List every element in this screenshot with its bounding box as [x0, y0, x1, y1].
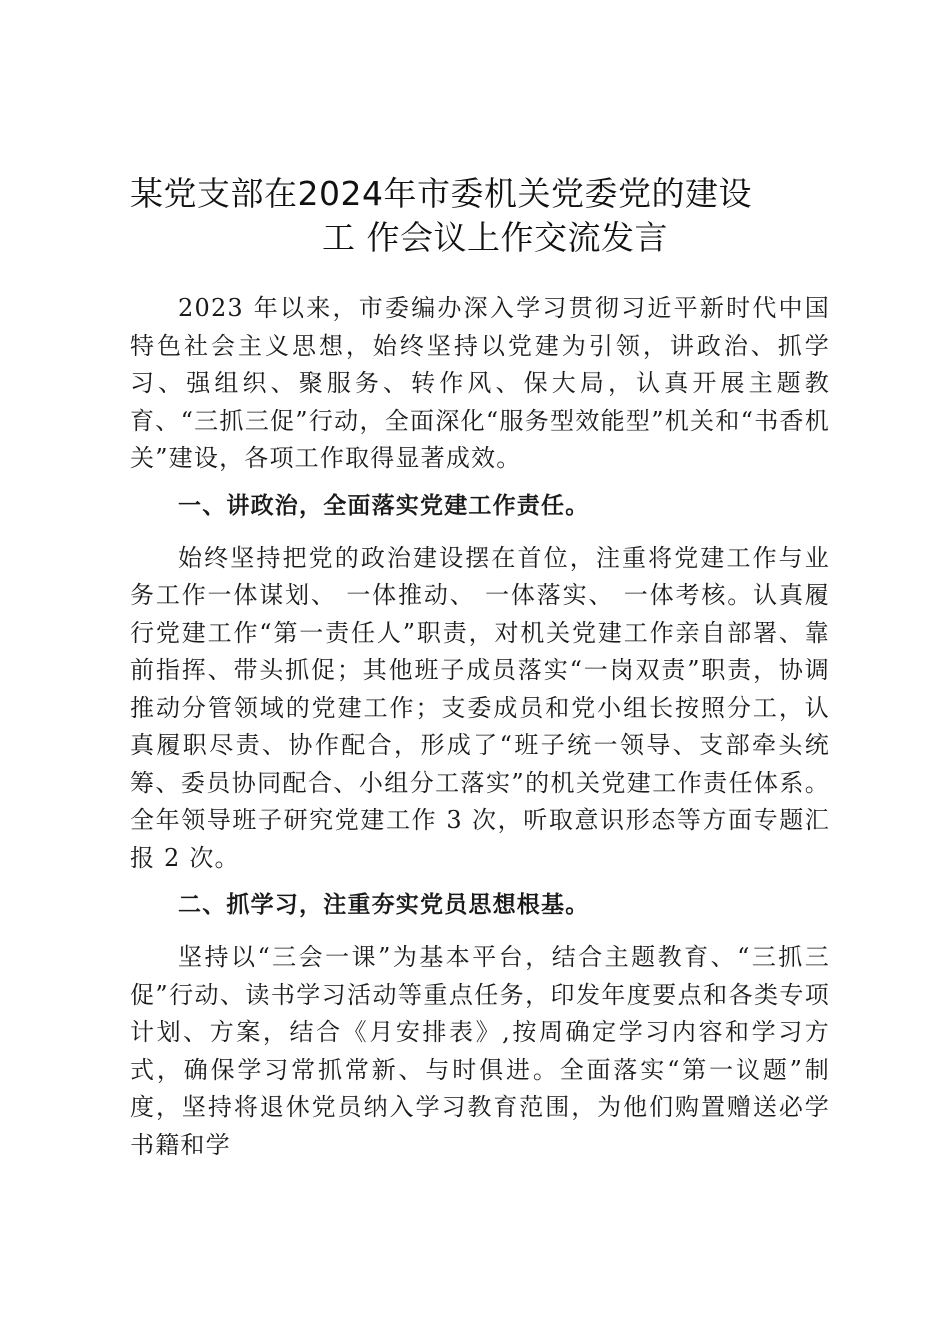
document-body	[130, 290, 830, 1164]
section-heading-2: 二、抓学习，注重夯实党员思想根基。	[178, 892, 590, 918]
section-1-paragraph: 始终坚持把党的政治建设摆在首位，注重将党建工作与业务工作一体谋划、 一体推动、 一体落实、 一体考核。认真履行党建工作“第一责任人”职责，对机关党建工作亲自部署、靠前指挥、带头抓促；其他班子成员落实“一岗双责”职责，协调推动分管领域的党建工作；支委成员和党小组长按照分工，认真履职尽责、协作配合，形成了“班子统一领导、支部牵头统筹、委员协同配合、小组分工落实”的机关党建工作责任体系。全年领导班子研究党建工作 3 次，听取意识形态等方面专题汇报 2 次。	[130, 543, 830, 872]
title-line-2: 工 作会议上作交流发言	[322, 218, 668, 257]
section-2-paragraph: 坚持以“三会一课”为基本平台，结合主题教育、“三抓三促”行动、读书学习活动等重点任务，印发年度要点和各类专项计划、方案，结合《月安排表》,按周确定学习内容和学习方式，确保学习常抓常新、与时俱进。全面落实“第一议题”制度，坚持将退休党员纳入学习教育范围，为他们购置赠送必学书籍和学	[130, 943, 830, 1159]
title-line-1: 某党支部在2024年市委机关党委党的建设	[130, 174, 752, 213]
section-heading-1: 一、讲政治，全面落实党建工作责任。	[178, 492, 590, 519]
intro-paragraph: 2023 年以来，市委编办深入学习贯彻习近平新时代中国特色社会主义思想，始终坚持以党建为引领，讲政治、抓学习、强组织、聚服务、转作风、保大局，认真开展主题教育、“三抓三促”行动，全面深化“服务型效能型”机关和“书香机关”建设，各项工作取得显著成效。	[130, 294, 830, 472]
document-title	[100, 172, 850, 260]
